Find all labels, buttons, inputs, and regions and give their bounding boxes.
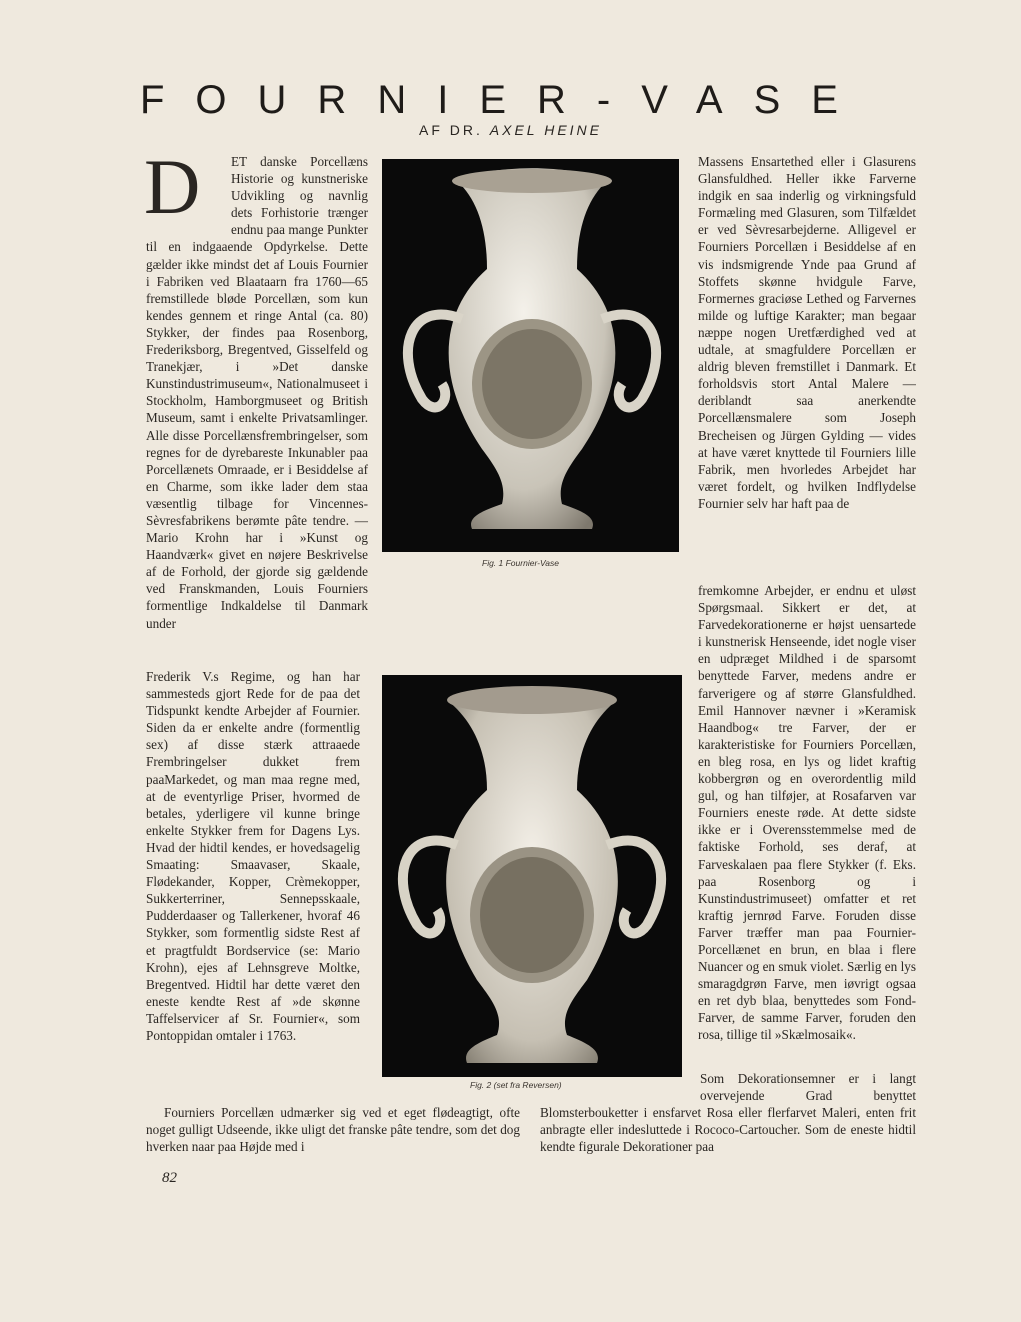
drop-cap: D bbox=[144, 143, 201, 230]
byline bbox=[0, 122, 1021, 138]
right-bottom-text: Som Dekorationsemner er i langt overvejende Grad benyttet Blomsterbouketter i ensfarvet Rosa eller flerfarvet Maleri, enten frit anbragte eller indesluttede i Rococo-Cartoucher. Som de eneste hidtil kendte figurale Dekorationer paa bbox=[540, 1071, 916, 1155]
left-bottom-block: Fourniers Porcellæn udmærker sig ved et eget flødeagtigt, ofte noget gulligt Udseende, ikke uligt det franske pâte tendre, som det dog hverken naar paa Højde med i bbox=[146, 1105, 520, 1155]
vase-2-image bbox=[382, 675, 682, 1077]
figure-1-caption: Fig. 1 Fournier-Vase bbox=[482, 558, 560, 568]
right-bottom-block bbox=[540, 1070, 916, 1156]
middle-spacer bbox=[540, 582, 698, 662]
vase-1-image bbox=[382, 159, 679, 552]
right-top-block: Massens Ensartethed eller i Glasurens Glansfuldhed. Heller ikke Farverne indgik en saa inderlig og virkningsfuld Formæling med Glasuren, som Tilfældet er ved Sèvresarbejderne. Alligevel er Fourniers Porcellæn i Besiddelse af en vis indsmigrende Ynde paa Grund af Stoffets skønne hvidgule Farve, Formernes graciøse Lethed og Farvernes milde og luftige Karakter; man begaar næppe nogen Uretfærdighed ved at udtale, at smagfuldere Porcellæn er aldrig bleven fremstillet i Danmark. Et forholdsvis stort Antal Malere — deriblandt saa anerkendte Porcellænsmalere som Joseph Brecheisen og Jürgen Gylding — vides at have været knyttede til Fourniers lille Fabrik, men hvorledes Arbejdet har været fordelt, og hvilken Indflydelse Fournier selv har haft paa de bbox=[698, 154, 916, 511]
bottom-spacer bbox=[540, 1070, 700, 1104]
byline-author: AXEL HEINE bbox=[489, 122, 602, 138]
article-title: FOURNIER-VASE bbox=[140, 78, 869, 122]
byline-prefix: AF DR. bbox=[418, 122, 483, 138]
figure-2-caption: Fig. 2 (set fra Reversen) bbox=[470, 1080, 562, 1090]
right-middle-text: fremkomne Arbejder, er endnu et uløst Spørgsmaal. Sikkert er det, at Farvedekorationerne er højst uensartede i kunstnerisk Henseende, idet nogle viser en udpræget Mildhed i de sparsomt benyttede Farver, medens andre er farverigere og af større Glansfuldhed. Emil Hannover nævner i »Keramisk Haandbog« tre Farver, der er karakteristiske for Fourniers Porcellæn, en bleg rosa, en lys og lidet kraftig kobbergrøn og en overordentlig mild gul, og han tilføjer, at Rosafarven var Fourniers eneste røde. At dette sidste ikke er i Overensstemmelse med de faktiske Forhold, ses deraf, at Farveskalaen paa flere Stykker (f. Eks. paa Rosenborg og i Kunstindustrimuseet) omfatter et ret kraftig jernrød Farve. Foruden disse Farver træffer man paa Fournier-Porcellænet en brun, en blaa i flere Nuancer og en smuk violet. Særlig en lys smaragdgrøn Farve, men iøvrigt ogsaa en ret dyb blaa, benyttedes som Fond-Farver, de samme Farver, foruden den rosa, tillige til »Skælmosaik«. bbox=[698, 583, 916, 1043]
dropcap-spacer bbox=[144, 143, 231, 230]
left-middle-block: Frederik V.s Regime, og han har sammesteds gjort Rede for de paa det Tidspunkt kendte Arbejder af Fournier. Siden da er enkelte andre (formentlig sex) af disse stærk attraaede Frembringelser dukket frem paaMarkedet, og man maa regne med, at de eventyrlige Priser, hvormed de betales, yderligere vil kunne bringe enkelte Stykker frem for Dagens Lys. Hvad der hidtil kendes, er hovedsagelig Smaating: Smaavaser, Skaale, Flødekander, Kopper, Crèmekopper, Sukkerterriner, Sennepsskaale, Pudderdaaser og Tallerkener, hvoraf 46 Stykker, som formentlig sidste Rest af et pragtfuldt Bordservice (se: Mario Krohn), ejes af Lehnsgreve Moltke, Bregentved. Hidtil har dette været den eneste kendte Rest af »de skønne Taffelservicer af Sr. Fournier«, som Pontoppidan omtaler i 1763. bbox=[146, 669, 360, 1043]
figure-2-photo bbox=[382, 675, 682, 1077]
intro-text: ET danske Porcellæns Historie og kunstneriske Udvikling og navnlig dets Forhistorie trænger endnu paa mange Punkter til en indgaaende Opdyrkelse. Dette gælder ikke mindst det af Louis Fournier i Fabriken ved Blaataarn fra 1760—65 fremstillede bløde Porcellæn, som kun kendes gennem et ringe Antal (ca. 80) Stykker, der findes paa Rosenborg, Frederiksborg, Bregentved, Gisselfeld og Tranekjær, i »Det danske Kunstindustrimuseum«, Nationalmuseet i Stockholm, Hamborgmuseet og British Museum, samt i enkelte Privatsamlinger. Alle disse Porcellænsfrembringelser, som regnes for de dyrebareste Inkunabler paa Porcellænets Omraade, er i Besiddelse af en Charme, som ikke lader dem staa væsentlig tilbage for Vincennes-Sèvresfabrikens berømte pâte tendre. — Mario Krohn har i »Kunst og Haandværk« givet en nøjere Beskrivelse af de Forhold, der gjorde sig gældende ved Franskmanden, Louis Fourniers formentlige Indkaldelse til Danmark under bbox=[146, 154, 368, 631]
page-number: 82 bbox=[162, 1170, 177, 1186]
figure-1-photo bbox=[382, 159, 679, 552]
